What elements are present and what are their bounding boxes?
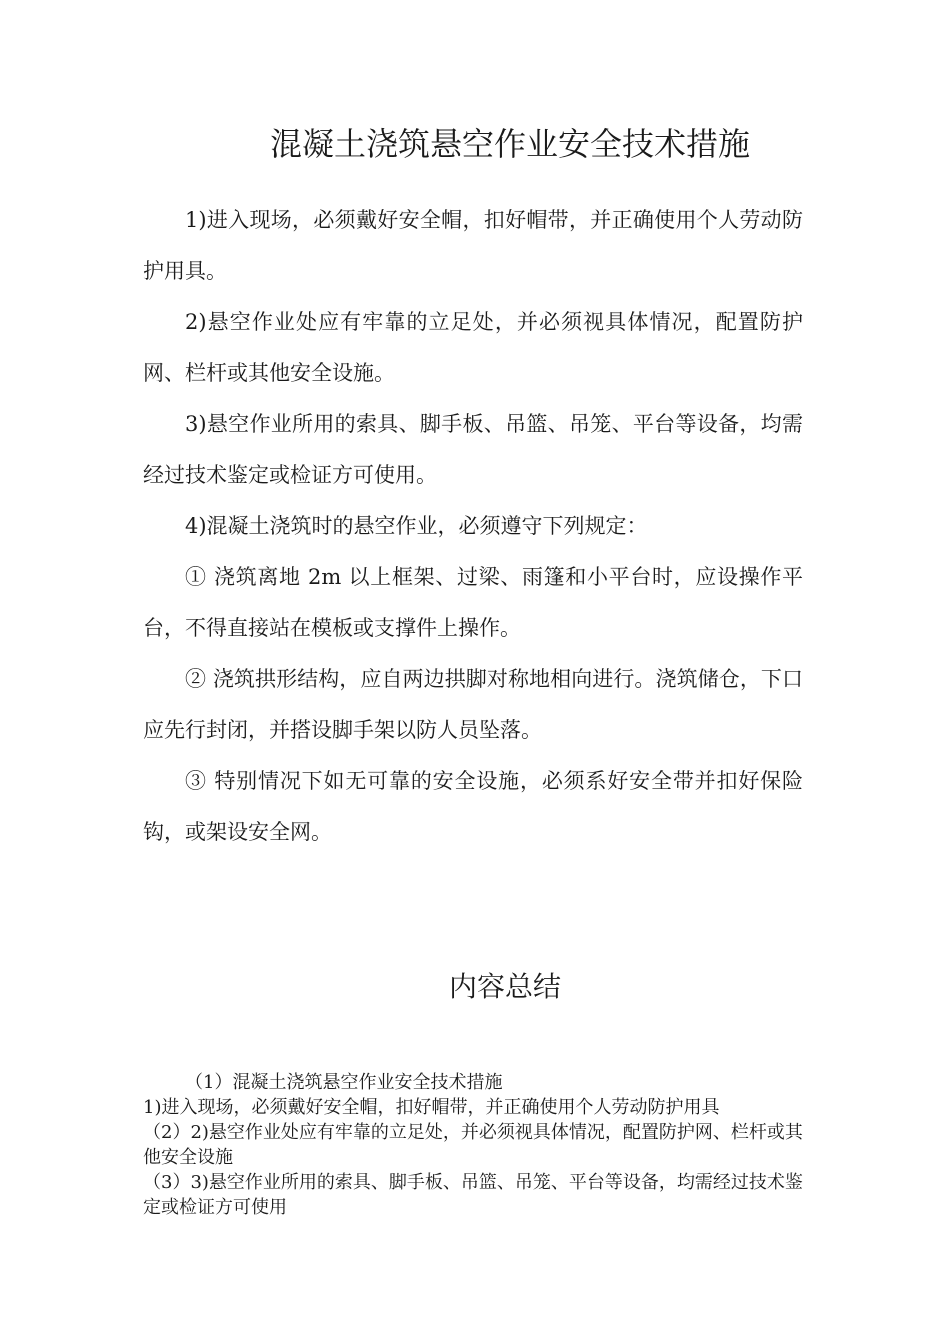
document-body <box>143 195 803 858</box>
summary-line-4: （3）3)悬空作业所用的索具、脚手板、吊篮、吊笼、平台等设备，均需经过技术鉴定或检证方可使用 <box>143 1172 803 1218</box>
paragraph-7: ③ 特别情况下如无可靠的安全设施，必须系好安全带并扣好保险钩，或架设安全网。 <box>143 769 803 844</box>
summary-title: 内容总结 <box>448 970 561 1003</box>
paragraph-2: 2)悬空作业处应有牢靠的立足处，并必须视具体情况，配置防护网、栏杆或其他安全设施。 <box>143 310 803 385</box>
document-title: 混凝土浇筑悬空作业安全技术措施 <box>269 125 750 163</box>
summary-line-2: 1)进入现场，必须戴好安全帽，扣好帽带，并正确使用个人劳动防护用具 <box>143 1097 720 1118</box>
paragraph-6: ② 浇筑拱形结构，应自两边拱脚对称地相向进行。浇筑储仓，下口应先行封闭，并搭设脚手架以防人员坠落。 <box>143 667 803 742</box>
paragraph-5: ① 浇筑离地 2m 以上框架、过梁、雨篷和小平台时，应设操作平台，不得直接站在模板或支撑件上操作。 <box>143 565 803 640</box>
paragraph-4: 4)混凝土浇筑时的悬空作业，必须遵守下列规定： <box>185 514 648 538</box>
summary-line-1: （1）混凝土浇筑悬空作业安全技术措施 <box>185 1072 503 1093</box>
paragraph-3: 3)悬空作业所用的索具、脚手板、吊篮、吊笼、平台等设备，均需经过技术鉴定或检证方可使用。 <box>143 412 803 487</box>
summary-body <box>143 1070 815 1220</box>
summary-line-3: （2）2)悬空作业处应有牢靠的立足处，并必须视具体情况，配置防护网、栏杆或其他安全设施 <box>143 1122 803 1168</box>
paragraph-1: 1)进入现场，必须戴好安全帽，扣好帽带，并正确使用个人劳动防护用具。 <box>143 208 803 283</box>
